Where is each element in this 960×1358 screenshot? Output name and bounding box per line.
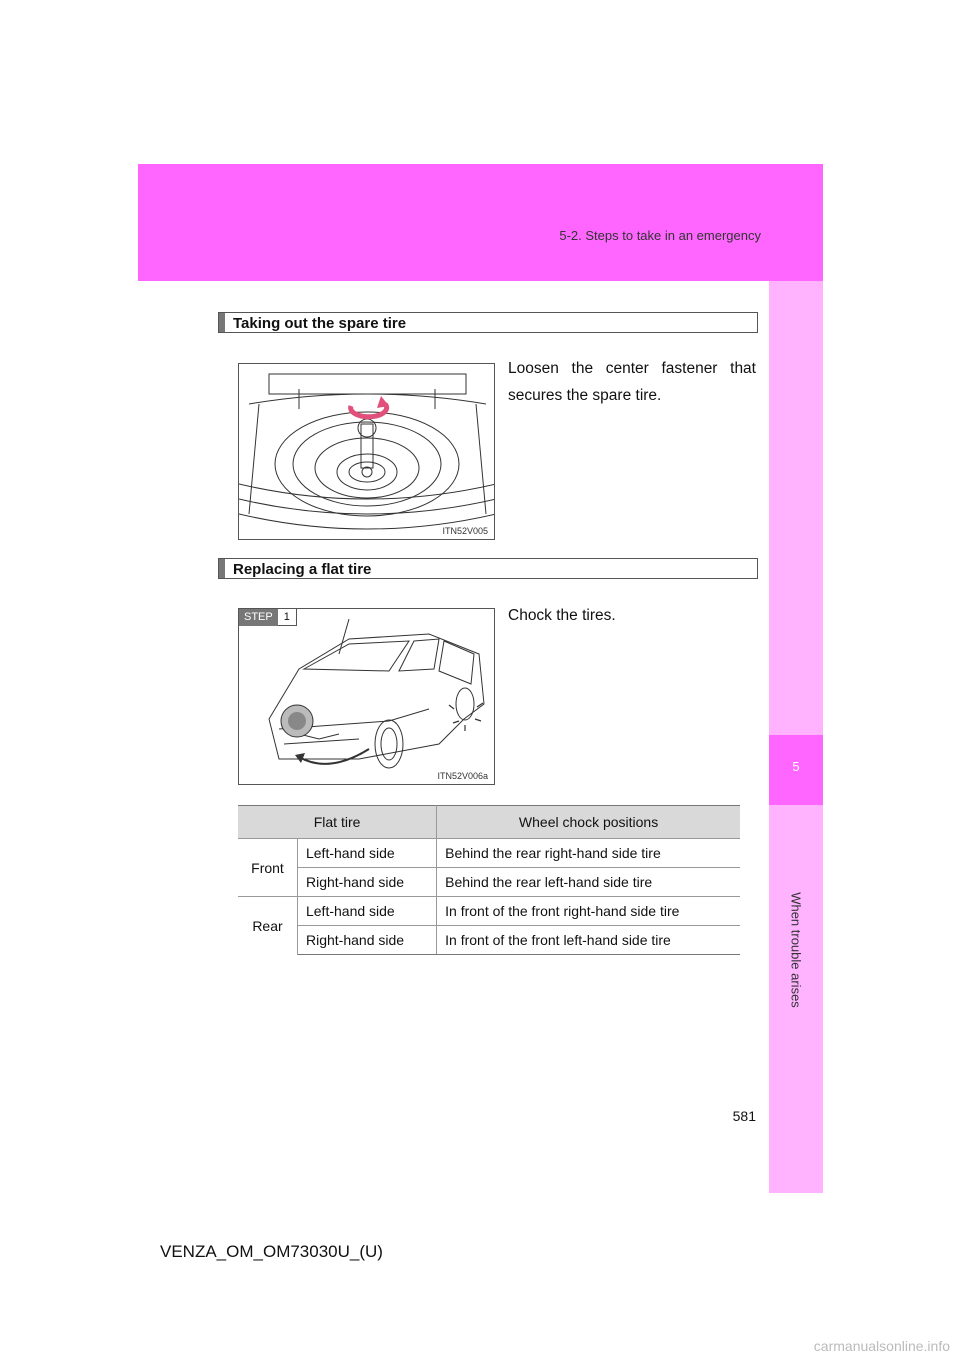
table-row <box>238 897 740 926</box>
table-header-row <box>238 806 740 839</box>
chapter-title: When trouble arises <box>788 892 804 1008</box>
spare-tire-figure <box>238 363 495 540</box>
position-cell: Behind the rear right-hand side tire <box>437 839 740 868</box>
section-breadcrumb: 5-2. Steps to take in an emergency <box>559 228 761 243</box>
table-row <box>238 926 740 955</box>
section-heading-text: Replacing a flat tire <box>233 561 372 578</box>
column-header-chock-positions: Wheel chock positions <box>437 806 740 839</box>
rotate-arrow-icon <box>351 396 389 417</box>
step-label <box>239 609 297 626</box>
figure-code: ITN52V005 <box>442 526 488 536</box>
spare-tire-instruction: Loosen the center fastener that secures the spare tire. <box>508 360 756 404</box>
header-band <box>138 164 823 281</box>
section-heading-flat-tire <box>218 558 758 579</box>
car-illustration <box>239 609 495 785</box>
group-rear: Rear <box>238 897 297 955</box>
table-row <box>238 839 740 868</box>
section-heading-spare-tire <box>218 312 758 333</box>
section-heading-text: Taking out the spare tire <box>233 315 407 332</box>
side-cell: Left-hand side <box>297 839 436 868</box>
position-cell: In front of the front left-hand side tire <box>437 926 740 955</box>
spare-tire-illustration <box>239 364 495 540</box>
figure-code: ITN52V006a <box>437 771 488 781</box>
side-cell: Left-hand side <box>297 897 436 926</box>
column-header-flat-tire: Flat tire <box>238 806 437 839</box>
wheel-chock-table <box>238 805 740 955</box>
step-number: 1 <box>278 609 297 626</box>
wheel-chock-figure <box>238 608 495 785</box>
position-cell: In front of the front right-hand side tire <box>437 897 740 926</box>
side-cell: Right-hand side <box>297 926 436 955</box>
chapter-tab <box>769 735 823 805</box>
position-cell: Behind the rear left-hand side tire <box>437 868 740 897</box>
page-number: 581 <box>732 1108 756 1124</box>
chock-instruction: Chock the tires. <box>508 607 616 624</box>
side-cell: Right-hand side <box>297 868 436 897</box>
step-word: STEP <box>239 609 278 626</box>
group-front: Front <box>238 839 297 897</box>
watermark: carmanualsonline.info <box>813 1338 950 1354</box>
chapter-title-vertical <box>786 892 806 1008</box>
table-row <box>238 868 740 897</box>
footer-document-code: VENZA_OM_OM73030U_(U) <box>160 1242 383 1261</box>
chapter-number: 5 <box>792 759 800 774</box>
